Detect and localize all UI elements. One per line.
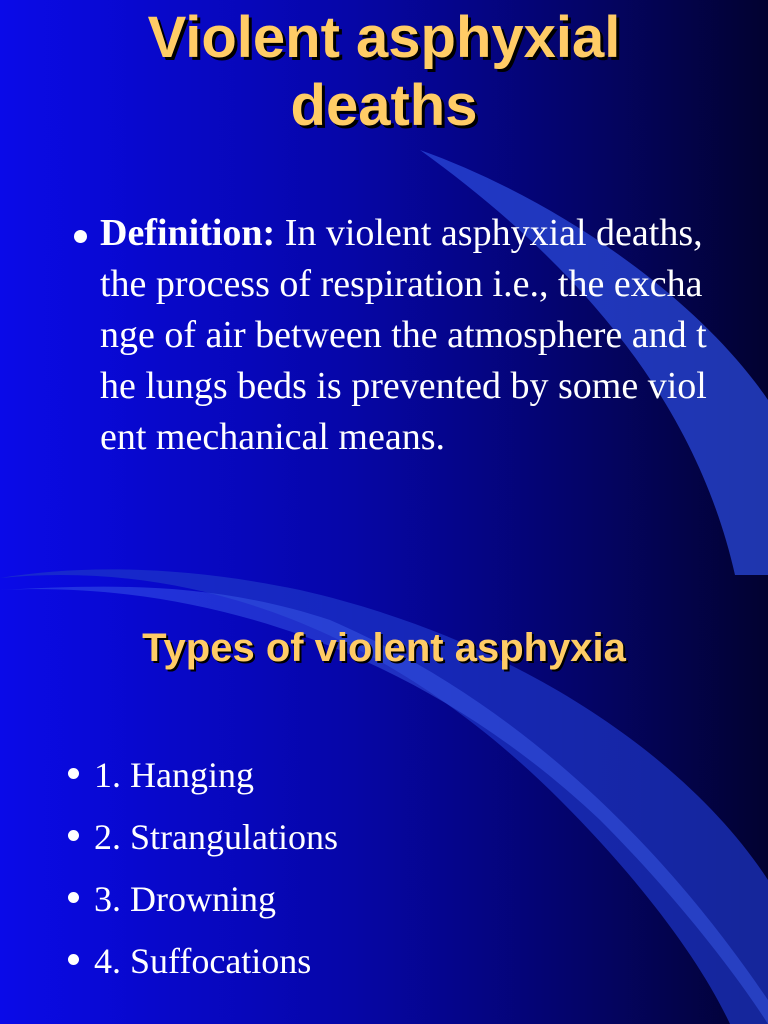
list-item-label: 3. Drowning xyxy=(94,879,276,919)
slide-title-line-2: deaths xyxy=(290,73,478,138)
list-item xyxy=(66,876,706,938)
types-list xyxy=(66,752,706,1000)
definition-body xyxy=(72,208,712,463)
list-item-label: 1. Hanging xyxy=(94,755,254,795)
slide-title xyxy=(0,4,768,140)
list-item xyxy=(66,938,706,1000)
slide-title-line-1: Violent asphyxial xyxy=(147,5,621,70)
list-item-label: 4. Suffocations xyxy=(94,941,312,981)
bullet-dot-icon xyxy=(74,230,87,243)
list-item xyxy=(66,814,706,876)
bullet-dot-icon xyxy=(68,768,79,779)
definition-term: Definition: xyxy=(100,212,276,254)
definition-text: In violent asphyxial deaths, the process of respiration i.e., the exchange of air between the atmosphere and the lungs beds is prevented by some violent mechanical means. xyxy=(100,212,707,458)
definition-bullet xyxy=(72,208,712,463)
bullet-dot-icon xyxy=(68,892,79,903)
bullet-dot-icon xyxy=(68,954,79,965)
list-item xyxy=(66,752,706,814)
types-subtitle: Types of violent asphyxia xyxy=(142,626,626,670)
list-item-label: 2. Strangulations xyxy=(94,817,338,857)
bullet-dot-icon xyxy=(68,830,79,841)
